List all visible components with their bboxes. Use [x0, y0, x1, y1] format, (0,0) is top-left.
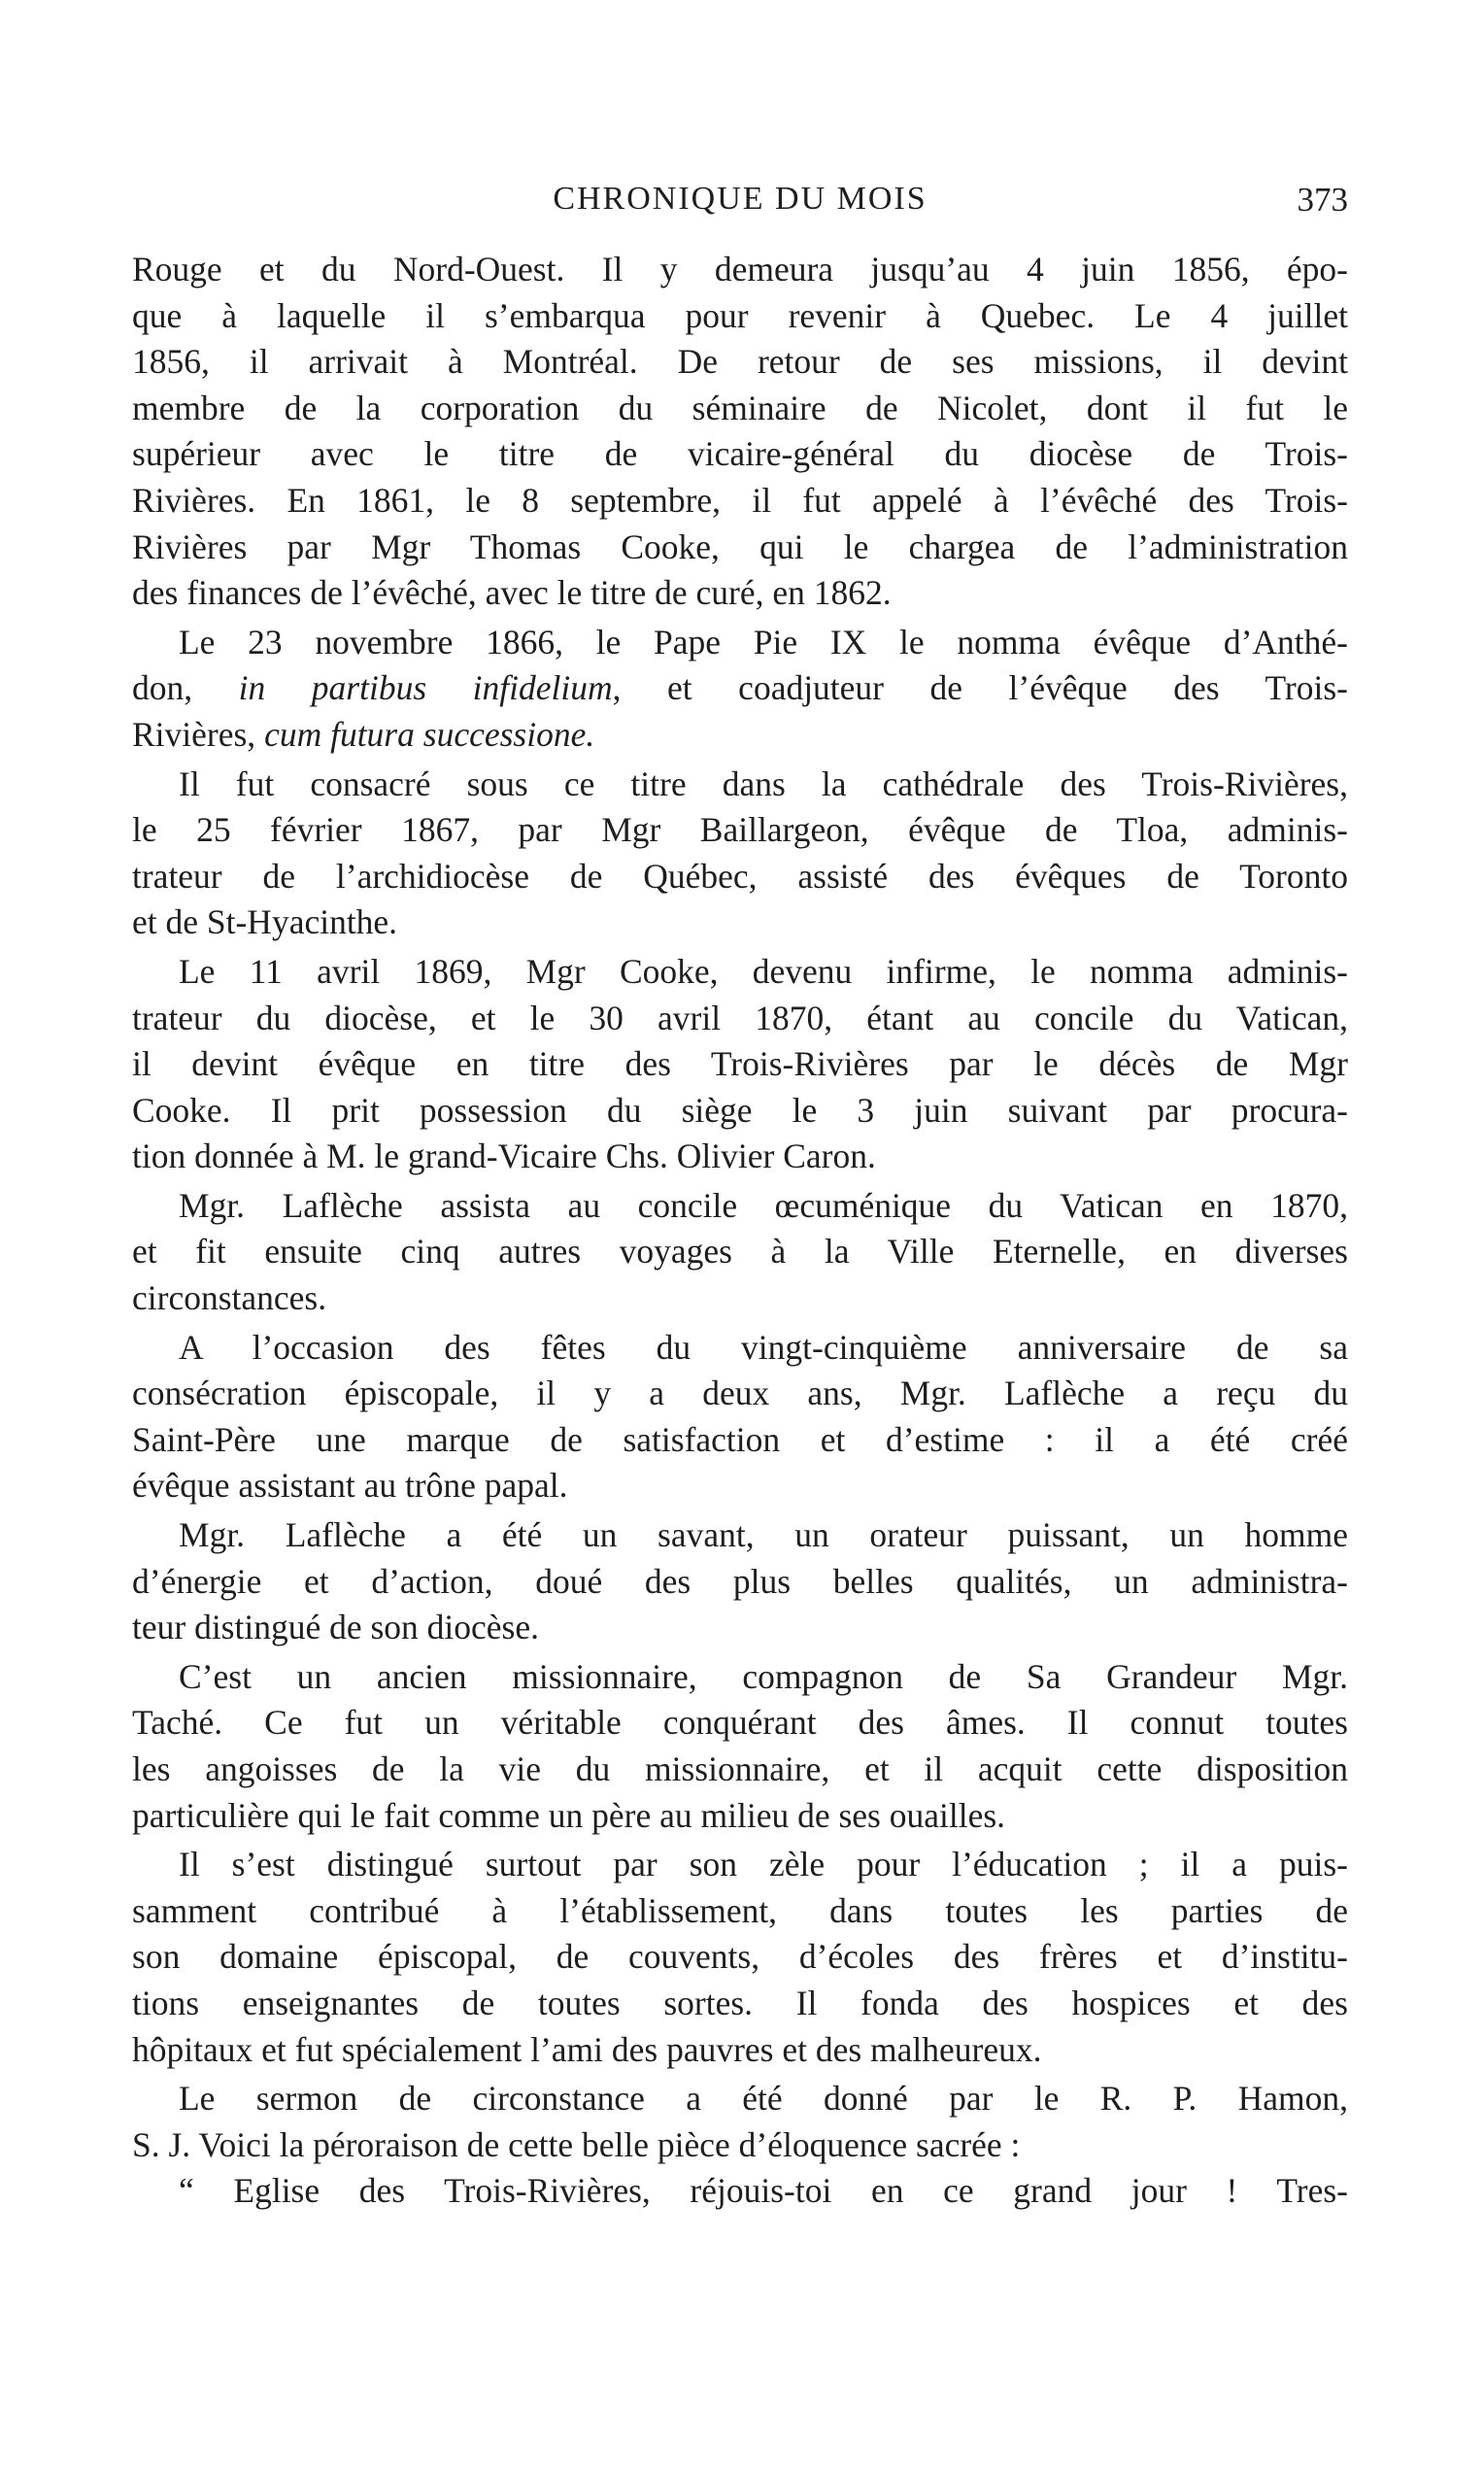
text-line: samment contribué à l’établissement, dans toutes les parties de	[132, 1890, 1348, 1930]
paragraph	[132, 1183, 1348, 1322]
text-line: les angoisses de la vie du missionnaire, et il acquit cette disposition	[132, 1749, 1348, 1788]
text-line: des finances de l’évêché, avec le titre de curé, en 1862.	[132, 573, 892, 613]
text-line: Il s’est distingué surtout par son zèle pour l’éducation ; il a puis-	[179, 1845, 1348, 1884]
text-segment: , et coadjuteur de l’évêque des Trois-	[612, 668, 1348, 708]
text-line: tion donnée à M. le grand-Vicaire Chs. Olivier Caron.	[132, 1137, 876, 1176]
text-line: circonstances.	[132, 1278, 327, 1318]
text-line: Saint-Père une marque de satisfaction et d’estime : il a été créé	[132, 1419, 1348, 1459]
paragraph	[132, 1654, 1348, 1839]
text-line: Le 23 novembre 1866, le Pape Pie IX le nomma évêque d’Anthé-	[179, 622, 1348, 662]
text-line: C’est un ancien missionnaire, compagnon de Sa Grandeur Mgr.	[179, 1656, 1348, 1696]
text-line: d’énergie et d’action, doué des plus belles qualités, un administra-	[132, 1561, 1348, 1601]
text-line: tions enseignantes de toutes sortes. Il fonda des hospices et des	[132, 1983, 1348, 2022]
text-line: teur distingué de son diocèse.	[132, 1608, 539, 1647]
text-line: Le 11 avril 1869, Mgr Cooke, devenu infirme, le nomma adminis-	[179, 951, 1348, 991]
text-line: Rivières. En 1861, le 8 septembre, il fut appelé à l’évêché des Trois-	[132, 480, 1348, 520]
text-line: Cooke. Il prit possession du siège le 3 juin suivant par procura-	[132, 1090, 1348, 1130]
text-line: supérieur avec le titre de vicaire-général du diocèse de Trois-	[132, 434, 1348, 474]
text-line: Mgr. Laflèche a été un savant, un orateur puissant, un homme	[179, 1515, 1348, 1555]
paragraph	[132, 762, 1348, 946]
running-title: CHRONIQUE DU MOIS	[553, 181, 928, 217]
text-line: et fit ensuite cinq autres voyages à la Ville Eternelle, en diverses	[132, 1232, 1348, 1272]
text-line: Mgr. Laflèche assista au concile œcuménique du Vatican en 1870,	[179, 1185, 1348, 1225]
text-line: évêque assistant au trône papal.	[132, 1466, 568, 1506]
text-line: membre de la corporation du séminaire de Nicolet, dont il fut le	[132, 388, 1348, 427]
text-line: Rouge et du Nord-Ouest. Il y demeura jusqu’au 4 juin 1856, épo-	[132, 250, 1348, 288]
text-line: A l’occasion des fêtes du vingt-cinquième anniversaire de sa	[179, 1327, 1348, 1367]
paragraph	[132, 247, 1348, 617]
text-line: Le sermon de circonstance a été donné par le R. P. Hamon,	[179, 2079, 1348, 2119]
text-line: le 25 février 1867, par Mgr Baillargeon, évêque de Tloa, adminis-	[132, 810, 1348, 850]
text-line: son domaine épiscopal, de couvents, d’écoles des frères et d’institu-	[132, 1937, 1348, 1977]
text-line-italic-mixed	[132, 712, 1348, 759]
paragraph	[132, 1512, 1348, 1651]
italic-phrase: in partibus infidelium	[238, 668, 613, 708]
paragraph	[132, 2076, 1348, 2168]
body-text	[132, 247, 1348, 2215]
text-line: “ Eglise des Trois-Rivières, réjouis-toi en ce grand jour ! Tres-	[179, 2171, 1348, 2211]
text-line: trateur du diocèse, et le 30 avril 1870, étant au concile du Vatican,	[132, 998, 1348, 1037]
paragraph	[132, 1325, 1348, 1510]
text-line: S. J. Voici la péroraison de cette belle pièce d’éloquence sacrée :	[132, 2124, 1021, 2164]
paragraph	[132, 620, 1348, 759]
page-header	[132, 181, 1348, 237]
book-page	[132, 181, 1348, 2215]
text-line: et de St-Hyacinthe.	[132, 902, 398, 942]
italic-phrase: cum futura successione.	[264, 714, 595, 754]
text-line: Rivières par Mgr Thomas Cooke, qui le chargea de l’administration	[132, 526, 1348, 566]
text-line: particulière qui le fait comme un père au milieu de ses ouailles.	[132, 1795, 1006, 1835]
paragraph	[132, 2168, 1348, 2215]
text-line: consécration épiscopale, il y a deux ans, Mgr. Laflèche a reçu du	[132, 1374, 1348, 1413]
text-line: hôpitaux et fut spécialement l’ami des pauvres et des malheureux.	[132, 2029, 1042, 2069]
text-line: Taché. Ce fut un véritable conquérant des âmes. Il connut toutes	[132, 1703, 1348, 1743]
text-line: il devint évêque en titre des Trois-Rivières par le décès de Mgr	[132, 1044, 1348, 1084]
text-segment: Rivières,	[132, 714, 265, 754]
text-line: Il fut consacré sous ce titre dans la cathédrale des Trois-Rivières,	[179, 763, 1348, 803]
text-segment: don,	[132, 668, 239, 708]
paragraph	[132, 949, 1348, 1180]
text-line-italic-mixed	[132, 665, 1348, 712]
text-line: 1856, il arrivait à Montréal. De retour de ses missions, il devint	[132, 342, 1348, 382]
text-line: trateur de l’archidiocèse de Québec, assisté des évêques de Toronto	[132, 856, 1348, 896]
paragraph	[132, 1842, 1348, 2073]
text-line: que à laquelle il s’embarqua pour revenir à Quebec. Le 4 juillet	[132, 295, 1348, 335]
page-number: 373	[1297, 181, 1348, 219]
